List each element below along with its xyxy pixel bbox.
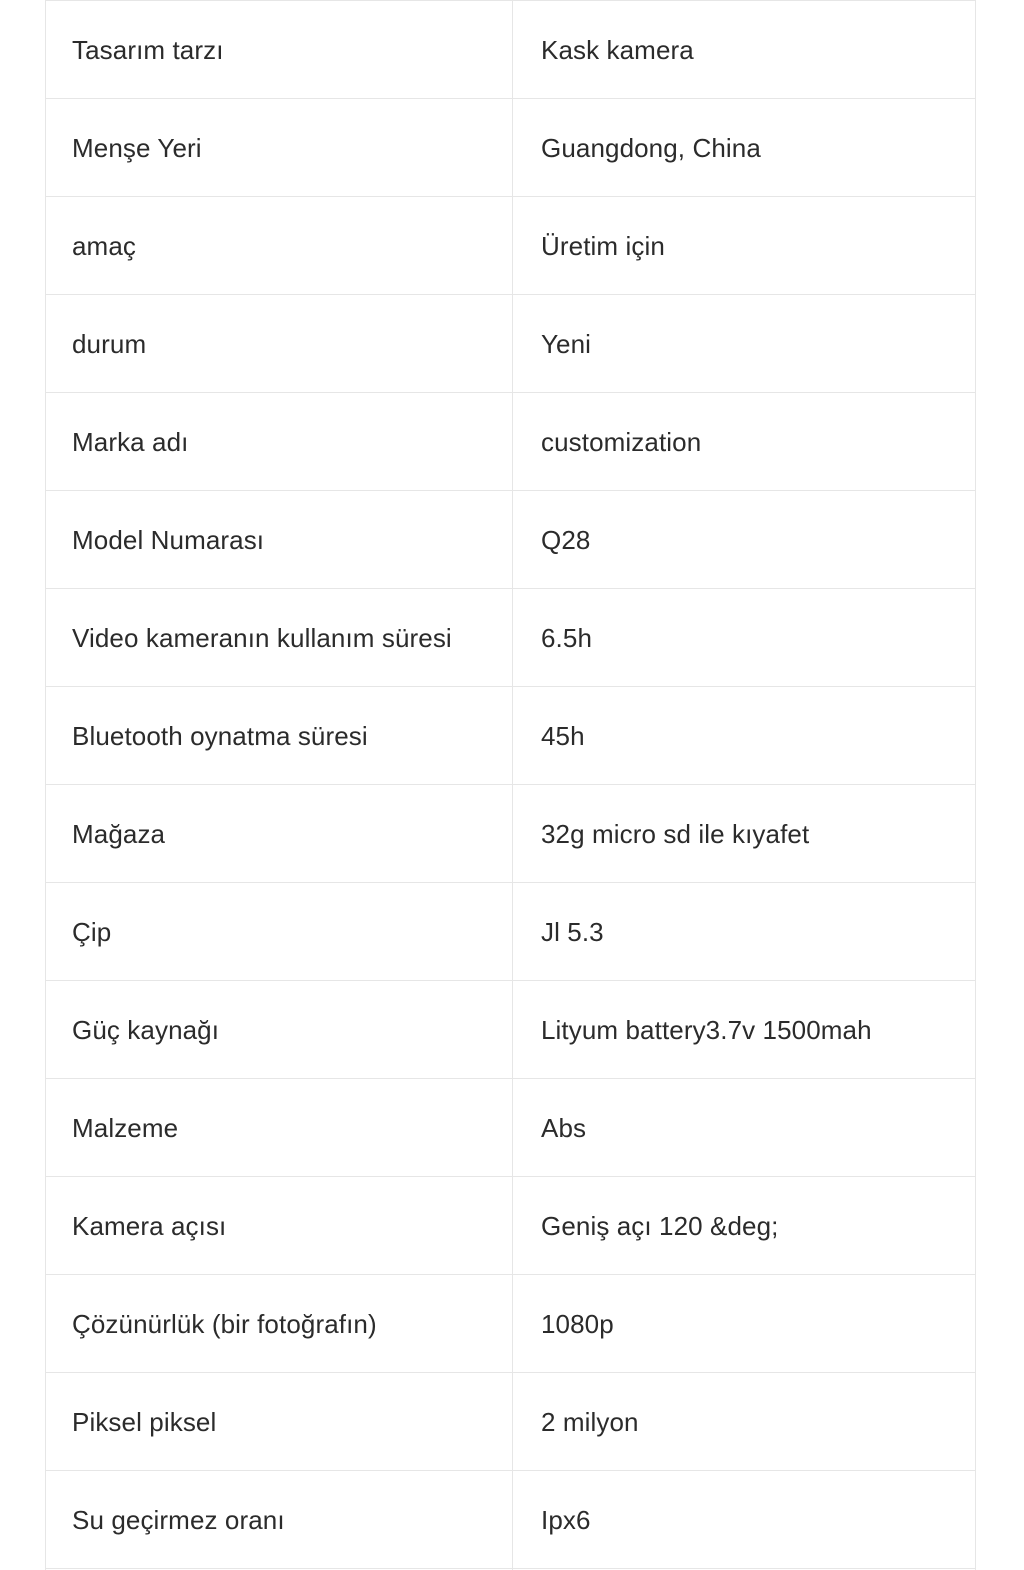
spec-value: 1080p bbox=[513, 1275, 976, 1373]
table-row bbox=[46, 1471, 976, 1569]
table-row bbox=[46, 295, 976, 393]
table-row bbox=[46, 99, 976, 197]
spec-value: Guangdong, China bbox=[513, 99, 976, 197]
spec-value: Ipx6 bbox=[513, 1471, 976, 1569]
spec-key: Piksel piksel bbox=[46, 1373, 513, 1471]
spec-value: 6.5h bbox=[513, 589, 976, 687]
table-row bbox=[46, 1177, 976, 1275]
table-row bbox=[46, 491, 976, 589]
spec-value: Q28 bbox=[513, 491, 976, 589]
specification-table bbox=[45, 0, 976, 1569]
table-row bbox=[46, 687, 976, 785]
spec-value: Yeni bbox=[513, 295, 976, 393]
spec-value: Jl 5.3 bbox=[513, 883, 976, 981]
spec-key: Mağaza bbox=[46, 785, 513, 883]
table-row bbox=[46, 785, 976, 883]
table-row bbox=[46, 1079, 976, 1177]
spec-value: Geniş açı 120 &deg; bbox=[513, 1177, 976, 1275]
spec-key: Güç kaynağı bbox=[46, 981, 513, 1079]
table-right-rule bbox=[975, 0, 976, 1570]
table-row bbox=[46, 393, 976, 491]
spec-value: 45h bbox=[513, 687, 976, 785]
spec-key: Video kameranın kullanım süresi bbox=[46, 589, 513, 687]
spec-key: Model Numarası bbox=[46, 491, 513, 589]
spec-key: Tasarım tarzı bbox=[46, 1, 513, 99]
table-row bbox=[46, 883, 976, 981]
spec-key: durum bbox=[46, 295, 513, 393]
table-left-rule bbox=[45, 0, 46, 1570]
spec-key: Kamera açısı bbox=[46, 1177, 513, 1275]
spec-key: Bluetooth oynatma süresi bbox=[46, 687, 513, 785]
spec-key: Marka adı bbox=[46, 393, 513, 491]
table-row bbox=[46, 1, 976, 99]
spec-key: Su geçirmez oranı bbox=[46, 1471, 513, 1569]
spec-key: Menşe Yeri bbox=[46, 99, 513, 197]
table-row bbox=[46, 981, 976, 1079]
spec-value: customization bbox=[513, 393, 976, 491]
spec-value: Üretim için bbox=[513, 197, 976, 295]
spec-value: Abs bbox=[513, 1079, 976, 1177]
table-row bbox=[46, 589, 976, 687]
spec-key: Çözünürlük (bir fotoğrafın) bbox=[46, 1275, 513, 1373]
spec-value: Lityum battery3.7v 1500mah bbox=[513, 981, 976, 1079]
spec-key: amaç bbox=[46, 197, 513, 295]
spec-key: Çip bbox=[46, 883, 513, 981]
spec-value: Kask kamera bbox=[513, 1, 976, 99]
spec-value: 2 milyon bbox=[513, 1373, 976, 1471]
table-row bbox=[46, 1275, 976, 1373]
table-middle-rule bbox=[512, 0, 513, 1570]
table-row bbox=[46, 197, 976, 295]
spec-key: Malzeme bbox=[46, 1079, 513, 1177]
spec-value: 32g micro sd ile kıyafet bbox=[513, 785, 976, 883]
table-row bbox=[46, 1373, 976, 1471]
